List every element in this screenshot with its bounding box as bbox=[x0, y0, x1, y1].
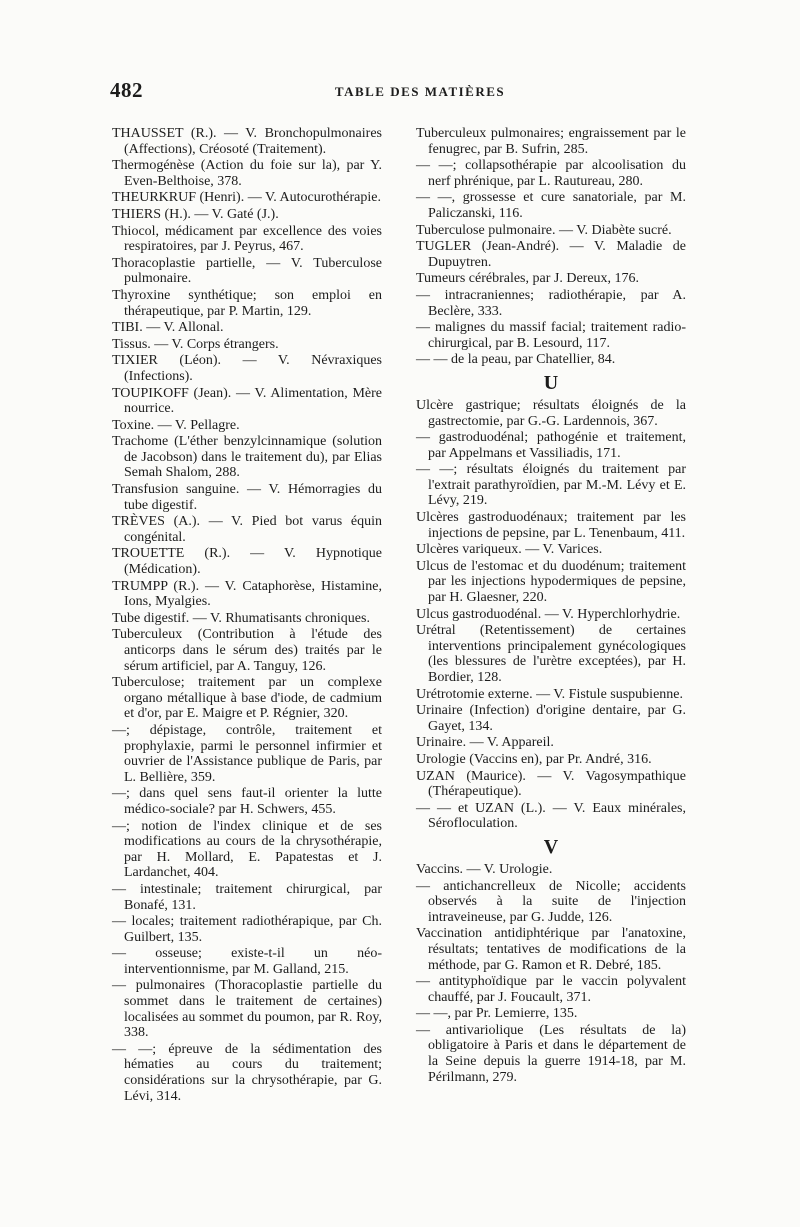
index-entry-text: Toxine. — V. Pellagre. bbox=[112, 417, 240, 433]
index-entry-text: Ulcère gastrique; résultats éloignés de la gastrectomie, par G.-G. Lardennois, 367. bbox=[416, 397, 686, 429]
index-entry-text: TROUETTE (R.). — V. Hypnotique (Médication). bbox=[112, 546, 382, 578]
index-entry-text: Tuberculose; traitement par un complexe organo métallique à base d'iode, de cadmium et d'or, par E. Maigre et P. Régnier, 320. bbox=[112, 675, 382, 722]
index-entry bbox=[416, 926, 686, 973]
index-entry bbox=[416, 239, 686, 270]
index-entry bbox=[416, 430, 686, 461]
index-entry bbox=[112, 256, 382, 287]
index-entry bbox=[112, 224, 382, 255]
index-entry bbox=[416, 542, 686, 558]
index-entry bbox=[416, 398, 686, 429]
index-entry bbox=[416, 320, 686, 351]
index-entry-text: UZAN (Maurice). — V. Vagosympathique (Thérapeutique). bbox=[416, 768, 686, 800]
index-entry bbox=[416, 1023, 686, 1085]
index-entry-text: Tumeurs cérébrales, par J. Dereux, 176. bbox=[416, 271, 640, 287]
index-entry-text: THEURKRUF (Henri). — V. Autocurothérapie. bbox=[112, 190, 381, 206]
index-entry-text: — —; collapsothérapie par alcoolisation du nerf phrénique, par L. Rautureau, 280. bbox=[416, 158, 686, 189]
index-entry bbox=[112, 675, 382, 722]
index-entry-text: Thermogénèse (Action du foie sur la), par Y. Even-Belthoise, 378. bbox=[112, 158, 382, 189]
index-entry bbox=[416, 288, 686, 319]
index-entry-text: Ulcères variqueux. — V. Varices. bbox=[416, 542, 603, 558]
index-entry-text: Ulcus gastroduodénal. — V. Hyperchlorhydrie. bbox=[416, 606, 681, 622]
index-entry bbox=[112, 611, 382, 627]
index-entry-text: — pulmonaires (Thoracoplastie partielle du sommet dans le traitement de certaines) localisées au sommet du poumon, par R. Roy, 338. bbox=[112, 978, 382, 1041]
index-entry bbox=[416, 879, 686, 926]
index-entry-text: —; dans quel sens faut-il orienter la lutte médico-sociale? par H. Schwers, 455. bbox=[112, 786, 382, 817]
index-entry-text: — —, grossesse et cure sanatoriale, par M. Paliczanski, 116. bbox=[416, 190, 686, 221]
index-entry-text: Tube digestif. — V. Rhumatisants chroniques. bbox=[112, 610, 370, 626]
index-entry-text: THAUSSET (R.). — V. Bronchopulmonaires (Affections), Créosoté (Traitement). bbox=[112, 126, 382, 157]
index-entry-text: —; notion de l'index clinique et de ses modifications au cours de la chrysothérapie, par H. Mollard, E. Papatestas et J. Lardanchet, 404. bbox=[112, 818, 382, 881]
running-title: TABLE DES MATIÈRES bbox=[334, 84, 506, 99]
index-entry bbox=[416, 510, 686, 541]
index-entry-text: TUGLER (Jean-André). — V. Maladie de Dupuytren. bbox=[416, 239, 686, 270]
index-entry-text: Urinaire (Infection) d'origine dentaire, par G. Gayet, 134. bbox=[416, 703, 686, 734]
section-letter-v: V bbox=[543, 835, 559, 858]
index-entry-text: — intracraniennes; radiothérapie, par A. Beclère, 333. bbox=[416, 287, 686, 319]
index-entry bbox=[112, 207, 382, 223]
index-entry bbox=[112, 946, 382, 977]
index-entry-text: Urinaire. — V. Appareil. bbox=[416, 735, 554, 751]
index-entry bbox=[416, 752, 686, 768]
index-entry-text: Tuberculeux pulmonaires; engraissement par le fenugrec, par B. Sufrin, 285. bbox=[416, 126, 686, 157]
index-entry-text: — antivariolique (Les résultats de la) obligatoire à Paris et dans le département de la Seine depuis la guerre 1914-18, par M. Périlmann, 279. bbox=[416, 1022, 686, 1085]
index-entry bbox=[112, 482, 382, 513]
index-entry bbox=[112, 434, 382, 481]
index-entry bbox=[416, 735, 686, 751]
index-entry-text: — locales; traitement radiothérapique, par Ch. Guilbert, 135. bbox=[112, 914, 382, 945]
index-entry-text: — intestinale; traitement chirurgical, par Bonafé, 131. bbox=[112, 881, 382, 913]
index-entry bbox=[112, 288, 382, 319]
index-entry-text: Urétral (Retentissement) de certaines interventions principalement gynécologiques (les blessures de l'urètre exceptées), par H. Bordier, 128. bbox=[416, 623, 686, 685]
index-entry-text: — malignes du massif facial; traitement radio-chirurgical, par B. Lesourd, 117. bbox=[416, 320, 686, 351]
index-entry-text: Transfusion sanguine. — V. Hémorragies du tube digestif. bbox=[112, 482, 382, 513]
index-entry-text: — — et UZAN (L.). — V. Eaux minérales, Sérofloculation. bbox=[416, 800, 686, 832]
index-entry-text: — gastroduodénal; pathogénie et traitement, par Appelmans et Vassiliadis, 171. bbox=[416, 430, 686, 461]
index-entry bbox=[112, 418, 382, 434]
index-entry-text: Vaccins. — V. Urologie. bbox=[416, 861, 553, 877]
index-entry bbox=[112, 190, 382, 206]
index-entry-text: Tuberculeux (Contribution à l'étude des anticorps dans le sérum des) traités par le sérum artificiel, par A. Tanguy, 126. bbox=[112, 627, 382, 674]
index-entry bbox=[112, 546, 382, 577]
index-entry-text: Thoracoplastie partielle, — V. Tuberculose pulmonaire. bbox=[112, 255, 382, 287]
index-entry bbox=[416, 974, 686, 1005]
index-entry bbox=[416, 801, 686, 832]
index-entry-text: TIBI. — V. Allonal. bbox=[112, 320, 224, 336]
index-entry-text: — — de la peau, par Chatellier, 84. bbox=[416, 352, 616, 368]
index-entry bbox=[112, 126, 382, 157]
index-entry bbox=[416, 862, 686, 878]
index-entry bbox=[416, 769, 686, 800]
index-entry-text: Thiocol, médicament par excellence des voies respiratoires, par J. Peyrus, 467. bbox=[112, 223, 382, 255]
page-header bbox=[110, 78, 690, 106]
index-entry bbox=[416, 126, 686, 157]
index-entry bbox=[112, 819, 382, 881]
index-entry bbox=[416, 158, 686, 189]
index-entry bbox=[416, 190, 686, 221]
index-entry-text: — antichancrelleux de Nicolle; accidents observés à la suite de l'injection intraveineuse, par G. Judde, 126. bbox=[416, 878, 686, 925]
index-entry bbox=[112, 514, 382, 545]
index-entry bbox=[416, 703, 686, 734]
index-entry bbox=[112, 337, 382, 353]
index-entry bbox=[112, 579, 382, 610]
index-entry-text: Tissus. — V. Corps étrangers. bbox=[112, 336, 279, 352]
index-entry bbox=[416, 687, 686, 703]
index-entry bbox=[112, 786, 382, 817]
index-entry bbox=[112, 914, 382, 945]
index-entry bbox=[416, 271, 686, 287]
left-column bbox=[112, 126, 382, 1105]
index-entry bbox=[112, 978, 382, 1040]
index-entry bbox=[416, 607, 686, 623]
index-entry bbox=[112, 320, 382, 336]
right-column bbox=[416, 126, 686, 1086]
index-entry-text: Vaccination antidiphtérique par l'anatoxine, résultats; tentatives de modifications de la méthode, par G. Ramon et R. Debré, 185. bbox=[416, 926, 686, 973]
index-entry-text: —; dépistage, contrôle, traitement et prophylaxie, parmi le personnel infirmier et ouvrier de l'Assistance publique de Paris, par L. Bellière, 359. bbox=[112, 722, 382, 785]
index-entry-text: Urétrotomie externe. — V. Fistule suspubienne. bbox=[416, 686, 683, 702]
index-entry-text: — osseuse; existe-t-il un néo-interventionnisme, par M. Galland, 215. bbox=[112, 946, 382, 977]
index-entry bbox=[112, 723, 382, 785]
index-entry bbox=[112, 386, 382, 417]
index-entry-text: TIXIER (Léon). — V. Névraxiques (Infections). bbox=[112, 353, 382, 384]
index-entry bbox=[416, 1006, 686, 1022]
index-entry bbox=[112, 353, 382, 384]
index-entry bbox=[112, 627, 382, 674]
index-entry-text: TRÈVES (A.). — V. Pied bot varus équin congénital. bbox=[112, 514, 382, 545]
index-entry bbox=[416, 223, 686, 239]
index-entry-text: Ulcus de l'estomac et du duodénum; traitement par les injections hypodermiques de pepsine, par H. Glaesner, 220. bbox=[416, 558, 686, 606]
section-letter-u: U bbox=[543, 371, 559, 394]
index-entry-text: THIERS (H.). — V. Gaté (J.). bbox=[112, 206, 279, 222]
index-entry bbox=[112, 158, 382, 189]
index-entry-text: Thyroxine synthétique; son emploi en thérapeutique, par P. Martin, 129. bbox=[112, 287, 382, 319]
index-entry-text: — antityphoïdique par le vaccin polyvalent chauffé, par J. Foucault, 371. bbox=[416, 974, 686, 1005]
index-entry-text: TRUMPP (R.). — V. Cataphorèse, Histamine, Ions, Myalgies. bbox=[112, 578, 382, 610]
index-entry bbox=[416, 623, 686, 685]
page-number: 482 bbox=[110, 78, 143, 102]
index-entry-text: Tuberculose pulmonaire. — V. Diabète sucré. bbox=[416, 222, 672, 238]
index-entry bbox=[112, 1042, 382, 1104]
index-entry bbox=[112, 882, 382, 913]
index-entry bbox=[416, 352, 686, 368]
index-entry bbox=[416, 462, 686, 509]
index-entry-text: Ulcères gastroduodénaux; traitement par les injections de pepsine, par L. Tenenbaum, 411. bbox=[416, 510, 686, 541]
index-entry-text: Trachome (L'éther benzylcinnamique (solution de Jacobson) dans le traitement du), par Elias Semah Shalom, 288. bbox=[112, 434, 382, 481]
index-entry-text: — —; épreuve de la sédimentation des hématies au cours du traitement; considérations sur la chrysothérapie, par G. Lévi, 314. bbox=[112, 1041, 382, 1104]
index-entry-text: — —; résultats éloignés du traitement par l'extrait parathyroïdien, par M.-M. Lévy et E. Lévy, 219. bbox=[416, 462, 686, 509]
index-entry bbox=[416, 559, 686, 606]
index-entry-text: — —, par Pr. Lemierre, 135. bbox=[416, 1006, 578, 1022]
index-entry-text: Urologie (Vaccins en), par Pr. André, 316. bbox=[416, 751, 652, 767]
index-entry-text: TOUPIKOFF (Jean). — V. Alimentation, Mère nourrice. bbox=[112, 385, 382, 417]
